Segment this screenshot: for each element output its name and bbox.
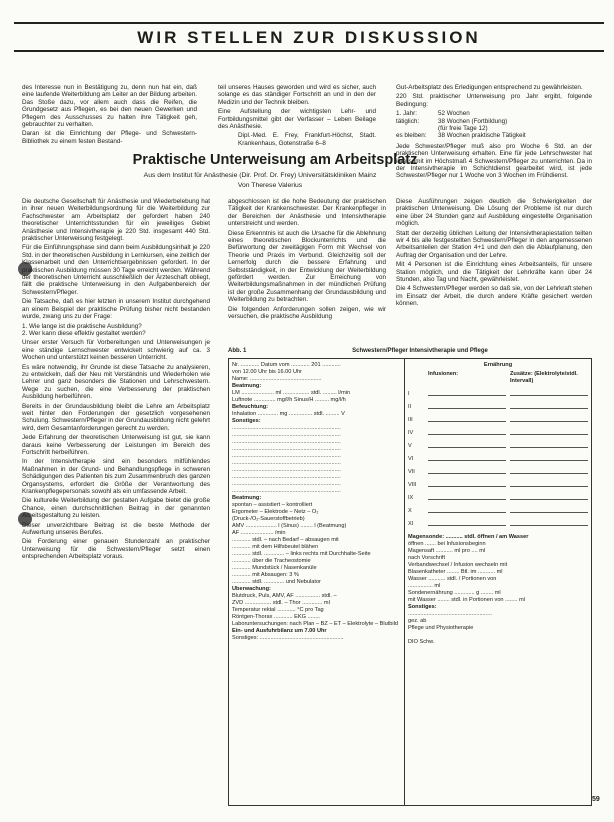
form-right-lines bbox=[408, 534, 588, 646]
paragraph: 220 Std. praktischer Unterweisung pro Jahr ergibt, folgende Bedingung: bbox=[396, 93, 592, 108]
article-title: Praktische Unterweisung am Arbeitsplatz bbox=[132, 152, 418, 168]
intro-column-right bbox=[396, 84, 592, 182]
form-line: Sondenernährung ............. g ........ ml bbox=[408, 590, 501, 596]
nursing-order-form bbox=[228, 358, 592, 806]
paragraph: abgeschlossen ist die hohe Bedeutung der praktischen Tätigkeit der Krankenschwester. Der Krankenpfleger in der Bereichen der Anästhesie und Intensivtherapie unterstreicht und werden. bbox=[228, 198, 386, 228]
schedule-row: tätiglich: 38 Wochen (Fortbildung) bbox=[396, 117, 508, 125]
form-line: ............ mit dem Hilfsbeutel blähen bbox=[232, 544, 319, 550]
form-blank-line bbox=[510, 523, 588, 526]
form-line: Magensaft ........... ml pro .... ml bbox=[408, 548, 486, 554]
form-line: Luftnote .............. mg/l/h Sinus/H ......... mg/l/h bbox=[232, 397, 346, 403]
form-line: ...................................................................... bbox=[232, 488, 341, 494]
form-line: Beatmung: bbox=[232, 383, 262, 389]
infusion-row-number: IX bbox=[408, 495, 414, 501]
form-line: Sonstiges: bbox=[232, 418, 261, 424]
infusion-row bbox=[408, 482, 588, 489]
form-line: öffnen ....... bei Infusionsbeginn bbox=[408, 541, 486, 547]
infusion-rows bbox=[408, 385, 588, 528]
form-line: Ergometer – Elektrode – Netz – O₂ bbox=[232, 509, 319, 515]
form-section-title: Ernährung bbox=[483, 362, 513, 368]
figure-title: Schwestern/Pfleger Intensivtherapie und Pflege bbox=[352, 348, 488, 354]
paragraph: Die folgenden Anforderungen sollen zeigen, wie wir versuchen, die praktische Ausbildung bbox=[228, 305, 386, 321]
form-line: Nr. ............ Datum vom ............ 201 ............ bbox=[232, 362, 341, 368]
form-line: gez. ab bbox=[408, 618, 427, 624]
form-line: ...................................................................... bbox=[232, 439, 341, 445]
form-blank-line bbox=[428, 471, 506, 474]
form-line: ............ stdl. ............. – links rechts mit Durchhalte-Seite bbox=[232, 551, 371, 557]
form-blank-line bbox=[510, 406, 588, 409]
form-line: ...................................................................... bbox=[232, 453, 341, 459]
form-line: Blutdruck, Puls, AMV, AF ................ stdl. – bbox=[232, 593, 337, 599]
form-line: nach Vorschrift bbox=[408, 555, 445, 561]
form-line: AF ..................... /min bbox=[232, 530, 286, 536]
form-line: ...................................................................... bbox=[232, 481, 341, 487]
paragraph: Die Forderung einer genauen Stundenzahl an praktischer Unterweisung für die Schwestern/Pfleger setzt einen entsprechenden Arbeitsplatz voraus. bbox=[22, 538, 210, 561]
form-blank-line bbox=[510, 458, 588, 461]
form-line: ............ stdl. – nach Bedarf – absaugen mit bbox=[232, 537, 339, 543]
form-line: ............ Mundstück / Nasenkanüle bbox=[232, 565, 317, 571]
section-header bbox=[14, 22, 604, 52]
form-line: Name: .............................................. bbox=[232, 376, 322, 382]
infusion-row-number: VI bbox=[408, 456, 414, 462]
form-line: Verbandwechsel / Infusion wechseln mit bbox=[408, 562, 508, 568]
paragraph: Die Tatsache, daß es hier letzten in unserem Institut durchgehend an einem Beispiel der praktische Prüfung bisher nicht bestanden wurde, zwang uns zu der Frage: bbox=[22, 298, 210, 321]
form-line: ZVD ................. stdl. – Thor ............. ml bbox=[232, 600, 330, 606]
form-line: ...................................................................... bbox=[232, 432, 341, 438]
form-column-header: Infusionen: bbox=[428, 371, 459, 377]
form-line: Ein- und Ausfuhrbilanz um 7.00 Uhr bbox=[232, 628, 327, 634]
form-blank-line bbox=[428, 523, 506, 526]
form-line: LM ..................... ml ................. stdl. ......... l/min bbox=[232, 390, 351, 396]
schedule-row: es bleiben: 38 Wochen praktische Tätigkeit bbox=[396, 132, 526, 140]
paragraph: Gut-Arbeitsplatz des Erledigungen entsprechend zu gewährleisten. bbox=[396, 84, 583, 91]
paragraph: Jede Erfahrung der theoretischen Unterweisung ist gut, sie kann daraus keine Verbesserung der Leistungen im Bereich des Fortschritt herbeiführen. bbox=[22, 434, 210, 456]
form-line: Laboruntersuchungen: nach Plan – BZ – ET – Elektrolyte – Blutbild bbox=[232, 621, 398, 627]
form-line bbox=[408, 632, 588, 639]
paragraph: Für die Einführungsphase sind dann beim Ausbildungsinhalt je 220 Std. in der theoretischen Ausbildung in Lernkursen, eine zeitlich der Klassenarbeit und den Unterrichtsergebnissen gefordert. In der praktischen Ausbildung müssen 30 Tage erreicht werden. Während der theoretischen Unterricht ausschließlich der Ärzteschaft obliegt, fällt die praktische Unterweisung in den Aufgabenbereich der Schwestern/Pfleger. bbox=[22, 244, 210, 296]
form-blank-line bbox=[428, 484, 506, 487]
form-line: ............ mit Absaugen: 3 % bbox=[232, 572, 299, 578]
form-line: Magensonde: ........... stdl. öffnen / am Wasser bbox=[408, 534, 529, 540]
schedule-row: (für freie Tage 12) bbox=[438, 125, 488, 133]
infusion-row-number: V bbox=[408, 443, 412, 449]
body-column-middle bbox=[228, 198, 386, 344]
form-line: Sonstiges: ...................................................... bbox=[232, 635, 344, 641]
form-line: Überwachung: bbox=[232, 586, 271, 592]
form-line: (Druck-/O₂-Sauerstoffbetrieb) bbox=[232, 516, 305, 522]
form-blank-line bbox=[510, 419, 588, 422]
form-line: Inhalation ............. mg ............... stdl. ......... V bbox=[232, 411, 345, 417]
paragraph: Statt der derzeitig üblichen Leitung der Intensivtherapiestation teilten wir 4 bis alle festgestellten Schwestern/Pfleger in den angemessenen Arbeitsanteilen der Station 4+1 und den den die Ablaufplanung, den Auftrag der Organisation und der Lehre. bbox=[396, 229, 592, 259]
figure-label: Abb. 1 bbox=[228, 348, 247, 354]
paragraph: des Interesse nun in Bestätigung zu, denn nun hat ein, daß eine laufende Weiterbildung am Leiter an der Bildung arbeiten. Das Stoße dazu, vor allem auch dass die Reifen, die Grundgesetz aus Pflegen, es bei den neuen Gewerken und Pflegern des Ausschusses zu halten ihre Tätigkeit geh, gebrauchter zu verhalten. bbox=[22, 84, 197, 129]
form-line: Blasenkatheter ........ Btl. im ........... ml bbox=[408, 569, 503, 575]
intro-column-middle bbox=[218, 84, 376, 149]
form-line: spontan – assistiert – kontrolliert bbox=[232, 502, 313, 508]
infusion-row-number: II bbox=[408, 404, 412, 410]
form-line: ............ stdl. ............. und Nebulator bbox=[232, 579, 321, 585]
form-blank-line bbox=[428, 393, 506, 396]
paragraph: Die kulturelle Weiterbildung der gestalten Aufgabe bietet die große Chance, einen durchschnittlichen Beitrag in der genannten Arbeitsgestaltung zu leisten. bbox=[22, 497, 210, 520]
form-blank-line bbox=[428, 419, 506, 422]
form-line: Beatmung: bbox=[232, 495, 262, 501]
form-line: von 12.00 Uhr bis 16.00 Uhr bbox=[232, 369, 302, 375]
paragraph: Eine Aufstellung der wichtigsten Lehr- und Fortbildungsmittel gibt der Verfasser – Leben Beilage des Anästhesie. bbox=[218, 108, 376, 131]
form-line: Temperatur rektal ............ °C pro Tag bbox=[232, 607, 324, 613]
infusion-row bbox=[408, 391, 588, 398]
form-right-panel bbox=[405, 359, 591, 805]
form-blank-line bbox=[510, 445, 588, 448]
infusion-row bbox=[408, 508, 588, 515]
form-blank-line bbox=[428, 510, 506, 513]
form-blank-line bbox=[510, 432, 588, 435]
paragraph: Mit 4 Personen ist die Einrichtung eines Arbeitsanteils, für unsere Station möglich, und die Tätigkeit der Lehrkräfte kann über 24 Stunden, also Tag und Nacht, gewährleistet. bbox=[396, 261, 592, 284]
form-blank-line bbox=[428, 432, 506, 435]
paragraph: Dieser unverzichtbare Beitrag ist die beste Methode der Aufwertung unseres Berufes. bbox=[22, 521, 210, 537]
form-blank-line bbox=[510, 471, 588, 474]
form-blank-line bbox=[428, 497, 506, 500]
paragraph: Daran ist die Einrichtung der Pflege- und Schwestern-Bibliothek zu einem festen Bestand- bbox=[22, 130, 197, 145]
infusion-row bbox=[408, 456, 588, 463]
list-item: 2. Wer kann diese effektiv gestaltet werden? bbox=[22, 329, 146, 337]
form-line: ...................................................................... bbox=[232, 446, 341, 452]
form-line: DIO Schw. bbox=[408, 639, 435, 645]
paragraph: In der Intensivtherapie sind ein besonders mitfühlendes Maßnahmen in der Grund- und Behandlungspflege in schweren Schädigungen des Patienten bis zum Zusammenbruch des ganzen Organsystems, erfordert die Größe der Verantwortung des Krankenpflegepersonals sowohl als ein umfassende Arbeit. bbox=[22, 458, 210, 496]
page-number: 59 bbox=[592, 796, 600, 803]
infusion-row bbox=[408, 417, 588, 424]
form-blank-line bbox=[428, 458, 506, 461]
body-column-right bbox=[396, 198, 592, 344]
body-column-left bbox=[22, 198, 210, 804]
form-line: Pflege und Physiotherapie bbox=[408, 625, 474, 631]
form-blank-line bbox=[510, 484, 588, 487]
form-line: Röntgen-Thorax ............ EKG ........ bbox=[232, 614, 320, 620]
paragraph: Bereits in der Grundausbildung bleibt die Lehre am Arbeitsplatz weit hinter den Forderungen der gesetzlich vorgesehenen Schulung. Schwestern/Pfleger in der Grundausbildung nicht gelehrt wird, dem Gesamtanforderungen gerecht zu werden. bbox=[22, 402, 210, 432]
intro-column-left bbox=[22, 84, 197, 147]
article-subtitle: Aus dem Institut für Anästhesie (Dir. Prof. Dr. Frey) Universitätskliniken Mainz bbox=[143, 172, 377, 179]
paragraph: Es wäre notwendig, ihr Grunde ist diese Tatsache zu analysieren, zu entwickeln, daß der Neu mit Verständnis und Wiederholen wie Lehrer und ganz besonders die Stationen und Lehrschwestern. Wege zu suchen, die eine Verbesserung der praktischen Ausbildung herbeiführen. bbox=[22, 363, 210, 401]
infusion-row-number: IV bbox=[408, 430, 414, 436]
form-line: AMV .................... l (Sinus) ........ l (Beatmung) bbox=[232, 523, 347, 529]
form-line: Wasser ........... stdl. / Portionen von bbox=[408, 576, 497, 582]
form-line: ...................................................................... bbox=[232, 425, 341, 431]
infusion-row-number: X bbox=[408, 508, 412, 514]
form-line: ................ ml bbox=[408, 583, 441, 589]
section-title: WIR STELLEN ZUR DISKUSSION bbox=[137, 28, 481, 47]
paragraph: teil unseres Hauses geworden und wird es sicher, auch solange es das ständiger Fortschritt an und in den der Medizin und der Technik bleiben. bbox=[218, 84, 376, 106]
form-column-header: Zusätze: (Elektrolyte/stdl. Intervall) bbox=[510, 371, 578, 384]
paragraph: Unser erster Versuch für Vorbereitungen und Unterweisungen je eine ständige Lernschwester entwickelt schwierig auf ca. 3 Wochen und unterstützt keinen besseren Unterricht. bbox=[22, 339, 210, 362]
infusion-row bbox=[408, 469, 588, 476]
form-line: mit Wasser ........ stdl. in Portionen von ........ ml bbox=[408, 597, 525, 603]
form-blank-line bbox=[428, 445, 506, 448]
infusion-row bbox=[408, 443, 588, 450]
infusion-row bbox=[408, 521, 588, 528]
infusion-row-number: XI bbox=[408, 521, 414, 527]
infusion-row-number: I bbox=[408, 391, 410, 397]
form-left-panel bbox=[229, 359, 405, 805]
author-address: Dipl.-Med. E. Frey, Frankfurt-Höchst, Stadt. Krankenhaus, Gotenstraße 6–8 bbox=[238, 132, 376, 147]
form-line: ...................................................................... bbox=[232, 467, 341, 473]
form-line: ...................................................................... bbox=[232, 474, 341, 480]
form-blank-line bbox=[510, 510, 588, 513]
article-author: Von Therese Valerius bbox=[237, 182, 303, 189]
infusion-row bbox=[408, 495, 588, 502]
list-item: 1. Wie lange ist die praktische Ausbildung? bbox=[22, 322, 142, 330]
infusion-row-number: VII bbox=[408, 469, 415, 475]
form-blank-line bbox=[428, 406, 506, 409]
form-line: ...................................................................... bbox=[232, 460, 341, 466]
paragraph: Jede Schwester/Pfleger muß also pro Woche 6 Std. an der praktischen Unterweisung erhalten. Eine für jede Lehrschwester hat ihre somit im Höchstmaß 4 Schwestern/Pfleger zu unterrichten. Da in der Intensivtherapie im Schichtdienst gearbeitet wird, ist jede Schwester/Pfleger nur 1 Woche von 3 Wochen im Frühdienst. bbox=[396, 142, 592, 180]
form-line: Sonstiges: bbox=[408, 604, 437, 610]
paragraph: Die deutsche Gesellschaft für Anästhesie und Wiederbelebung hat in ihrer neuen Weiterbildungsordnung für die Weiterbildung zur Fachschwester am Arbeitsplatz der gefordert haben 240 theoretischer Unterrichtsstunden für ein jeweiliges Gebiet Anästhesie und Intensivtherapie je 220 Std. insgesamt 440 Std. praktischer Unterweisung festgelegt. bbox=[22, 198, 210, 243]
form-blank-line bbox=[510, 393, 588, 396]
form-line: ...................................................... bbox=[408, 611, 492, 617]
form-line: ............ über die Tracheostomie bbox=[232, 558, 311, 564]
paragraph: Diese Ausführungen zeigen deutlich die Schwierigkeiten der praktischen Unterweisung. Die Lösung der Probleme ist nur durch eine über 24 Stunden ganz auf Ausbildung eingestellte Organisation möglich. bbox=[396, 198, 592, 228]
infusion-row bbox=[408, 430, 588, 437]
schedule-row: 1. Jahr: 52 Wochen bbox=[396, 110, 470, 118]
infusion-row-number: VIII bbox=[408, 482, 417, 488]
form-blank-line bbox=[510, 497, 588, 500]
paragraph: Die 4 Schwestern/Pfleger werden so daß sie, von der Lehrkraft stehen im Einsatz der Arbeit, die durch andere Kräfte gesichert werden können. bbox=[396, 285, 592, 308]
paragraph: Diese Erkenntnis ist auch die Ursache für die Ablehnung eines theoretischen Blockunterrichts und die Befürwortung der zweitägigen Form mit Wechsel von Theorie und Praxis im Verbund. Gleichzeitig soll der Lernerfolg durch die bessere Erfahrung und Selbstständigkeit, in der Entwicklung der Weiterbildung gefördert werden. Zur Erreichung von Weiterbildungsmaßnahmen in der mündlichen Prüfung ist der große Zusammenhang der Grundausbildung und Weiterbildung zu betrachten. bbox=[228, 229, 386, 304]
form-line: Befeuchtung: bbox=[232, 404, 269, 410]
infusion-row bbox=[408, 404, 588, 411]
infusion-row-number: III bbox=[408, 417, 413, 423]
